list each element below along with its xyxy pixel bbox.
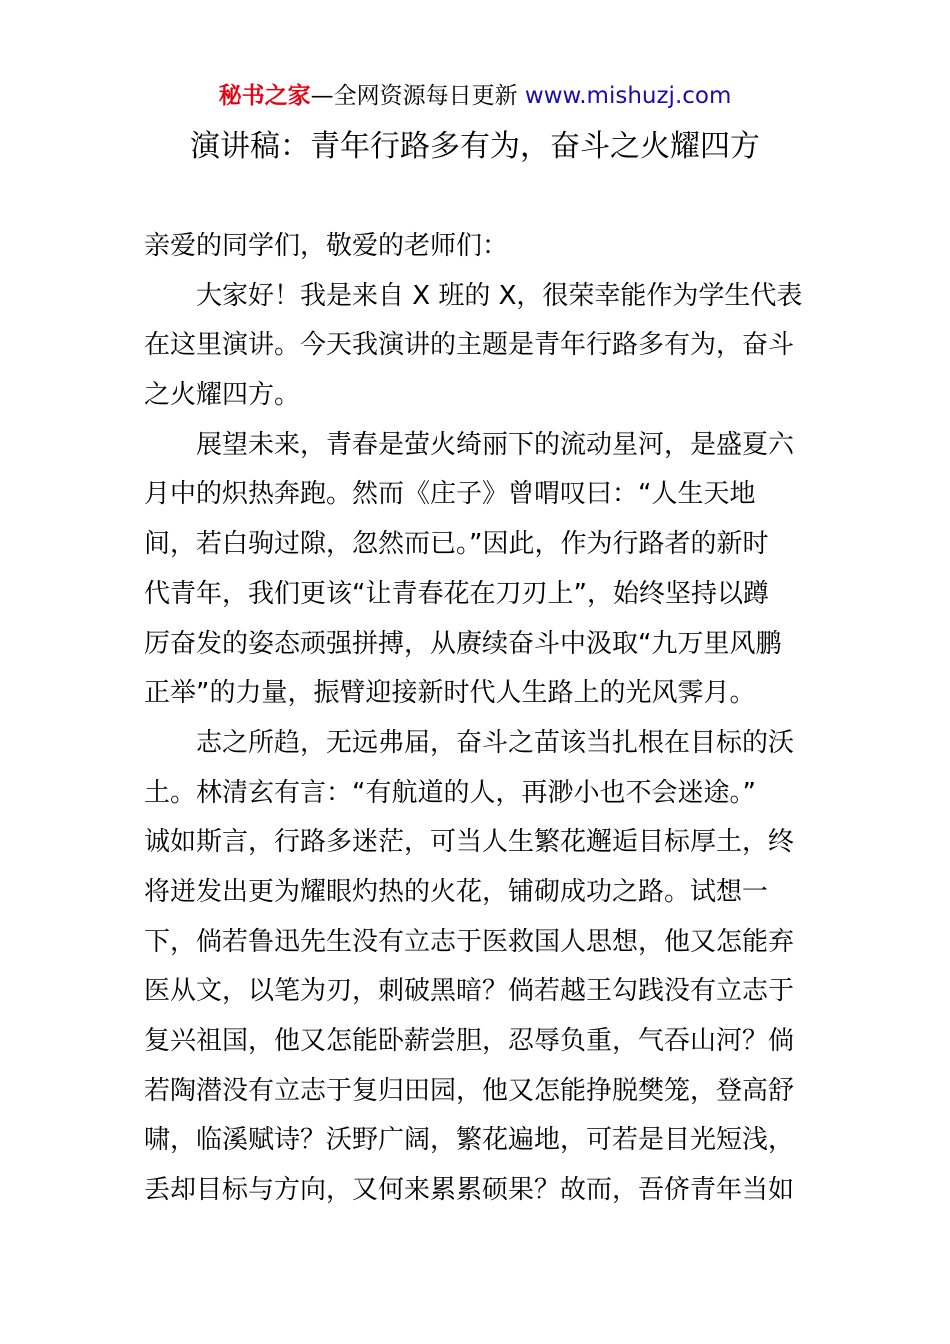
site-header	[0, 80, 950, 112]
text-line: 厉奋发的姿态顽强拼搏，从赓续奋斗中汲取“九万里风鹏	[144, 628, 782, 659]
text-line: 啸，临溪赋诗？沃野广阔，繁花遍地，可若是目光短浅，	[144, 1125, 795, 1156]
text-line: 丢却目标与方向，又何来累累硕果？故而，吾侪青年当如	[144, 1175, 795, 1206]
salutation-line: 亲爱的同学们，敬爱的老师们：	[144, 231, 509, 261]
text-line: 诚如斯言，行路多迷茫，可当人生繁花邂逅目标厚土，终	[144, 827, 795, 858]
text-line: 正举”的力量，振臂迎接新时代人生路上的光风霁月。	[144, 678, 756, 709]
text-line: 将迸发出更为耀眼灼热的火花，铺砌成功之路。试想一	[144, 876, 769, 907]
site-tagline: —全网资源每日更新	[310, 83, 525, 109]
text-line: 下，倘若鲁迅先生没有立志于医救国人思想，他又怎能弃	[144, 926, 795, 957]
text-line: 代青年，我们更该“让青春花在刀刃上”，始终坚持以蹲	[144, 578, 769, 609]
text-line: 展望未来，青春是萤火绮丽下的流动星河，是盛夏六	[196, 429, 795, 460]
document-title: 演讲稿：青年行路多有为，奋斗之火耀四方	[190, 129, 760, 164]
text-line: 之火耀四方。	[144, 380, 301, 411]
site-url-link[interactable]: www.mishuzj.com	[524, 83, 732, 109]
text-line: 大家好！我是来自 X 班的 X，很荣幸能作为学生代表	[196, 280, 803, 311]
text-line: 间，若白驹过隙，忽然而已。”因此，作为行路者的新时	[144, 529, 769, 560]
text-line: 月中的炽热奔跑。然而《庄子》曾喟叹曰：“人生天地	[144, 479, 756, 510]
site-brand: 秘书之家	[218, 83, 311, 109]
text-line: 医从文，以笔为刃，刺破黑暗？倘若越王勾践没有立志于	[144, 976, 795, 1007]
text-line: 在这里演讲。今天我演讲的主题是青年行路多有为，奋斗	[144, 330, 795, 361]
text-line: 志之所趋，无远弗届，奋斗之苗该当扎根在目标的沃	[196, 727, 795, 758]
text-line: 土。林清玄有言：“有航道的人，再渺小也不会迷途。”	[144, 777, 756, 808]
speech-body	[144, 222, 814, 1216]
text-line: 若陶潜没有立志于复归田园，他又怎能挣脱樊笼，登高舒	[144, 1075, 795, 1106]
text-line: 复兴祖国，他又怎能卧薪尝胆，忍辱负重，气吞山河？倘	[144, 1026, 795, 1056]
